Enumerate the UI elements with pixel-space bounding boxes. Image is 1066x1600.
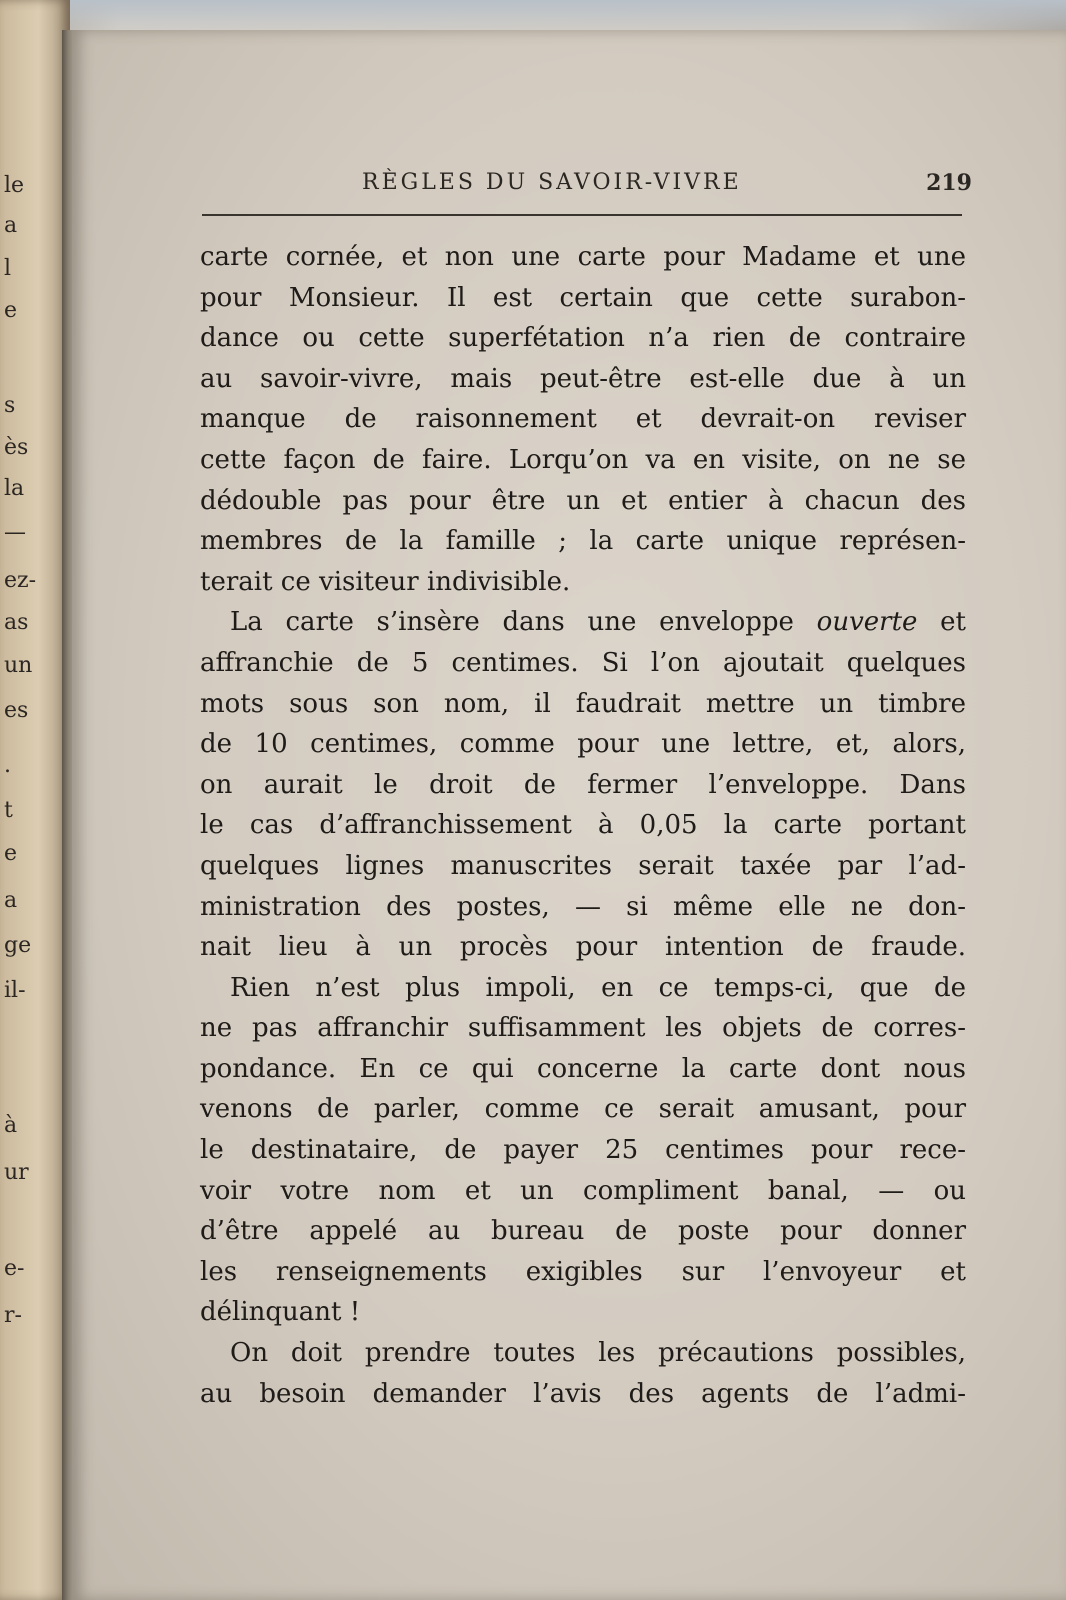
- text-run: et: [940, 607, 966, 638]
- paragraph: [200, 968, 966, 1333]
- facing-page-fragment: r-: [4, 1303, 22, 1328]
- text-line: voir votre nom et un compliment banal, — ou: [200, 1175, 966, 1206]
- text-line: manque de raisonnement et devrait-on reviser: [200, 404, 966, 435]
- paragraph: [200, 602, 966, 967]
- facing-page-fragment: l: [4, 256, 12, 281]
- text-line: terait ce visiteur indivisible.: [200, 566, 571, 597]
- text-line: les renseignements exigibles sur l’envoyeur et: [200, 1256, 966, 1287]
- running-title: RÈGLES DU SAVOIR-VIVRE: [362, 170, 742, 195]
- text-line: affranchie de 5 centimes. Si l’on ajoutait quelques: [200, 647, 966, 678]
- text-line: venons de parler, comme ce serait amusant, pour: [200, 1094, 966, 1125]
- facing-page-fragment: ez-: [4, 568, 37, 593]
- text-line: cette façon de faire. Lorqu’on va en visite, on ne se: [200, 444, 966, 475]
- facing-page-fragment: e: [4, 841, 18, 866]
- header-rule: [202, 214, 962, 216]
- text-run: La carte s’insère dans une enveloppe: [230, 607, 794, 638]
- paragraph: [200, 1333, 966, 1414]
- text-line: quelques lignes manuscrites serait taxée par l’ad-: [200, 850, 966, 881]
- facing-page-fragment: t: [4, 798, 13, 823]
- text-line: Rien n’est plus impoli, en ce temps-ci, que de: [230, 972, 966, 1003]
- facing-page-fragment: à: [4, 1113, 18, 1138]
- paragraph: [200, 237, 966, 602]
- italic-word: ouverte: [816, 607, 918, 638]
- facing-page-fragment: e-: [4, 1256, 25, 1281]
- text-line: ne pas affranchir suffisamment les objets de corres-: [200, 1013, 966, 1044]
- facing-page-fragment: ur: [4, 1160, 29, 1185]
- text-line: d’être appelé au bureau de poste pour donner: [200, 1216, 966, 1247]
- text-line: nait lieu à un procès pour intention de fraude.: [200, 932, 966, 963]
- text-line: le destinataire, de payer 25 centimes pour rece-: [200, 1135, 966, 1166]
- text-line: on aurait le droit de fermer l’enveloppe. Dans: [200, 769, 966, 800]
- text-line: de 10 centimes, comme pour une lettre, et, alors,: [200, 729, 966, 760]
- book-page: [72, 30, 1066, 1600]
- facing-page-fragment: a: [4, 213, 18, 238]
- facing-page-fragment: e: [4, 298, 18, 323]
- text-line: [200, 602, 966, 643]
- facing-page-fragment: ès: [4, 435, 29, 460]
- text-line: pour Monsieur. Il est certain que cette surabon-: [200, 282, 966, 313]
- facing-page-fragment: ge: [4, 933, 32, 958]
- text-line: au savoir-vivre, mais peut-être est-elle due à un: [200, 363, 966, 394]
- facing-page-fragment: a: [4, 888, 18, 913]
- text-line: On doit prendre toutes les précautions possibles,: [230, 1338, 966, 1369]
- facing-page-edge: [0, 0, 70, 1600]
- facing-page-fragment: il-: [4, 978, 26, 1003]
- facing-page-fragment: s: [4, 393, 16, 418]
- text-line: dédouble pas pour être un et entier à chacun des: [200, 485, 966, 516]
- facing-page-fragment: es: [4, 698, 29, 723]
- facing-page-fragment: as: [4, 610, 29, 635]
- page-number: 219: [926, 170, 972, 196]
- text-line: membres de la famille ; la carte unique représen-: [200, 526, 966, 557]
- text-line: pondance. En ce qui concerne la carte dont nous: [200, 1053, 966, 1084]
- text-line: dance ou cette superfétation n’a rien de contraire: [200, 323, 966, 354]
- text-line: délinquant !: [200, 1297, 361, 1328]
- facing-page-fragment: un: [4, 653, 33, 678]
- facing-page-fragment: la: [4, 476, 25, 501]
- text-line: mots sous son nom, il faudrait mettre un timbre: [200, 688, 966, 719]
- facing-page-fragment: le: [4, 173, 25, 198]
- text-line: au besoin demander l’avis des agents de l’admi-: [200, 1378, 966, 1409]
- facing-page-fragment: —: [4, 520, 26, 545]
- page-header: [202, 170, 972, 210]
- facing-page-fragment: .: [4, 753, 11, 778]
- text-line: carte cornée, et non une carte pour Madame et une: [200, 242, 966, 272]
- body-text: [200, 237, 966, 1414]
- text-line: le cas d’affranchissement à 0,05 la carte portant: [200, 810, 966, 841]
- text-line: ministration des postes, — si même elle ne don-: [200, 891, 966, 922]
